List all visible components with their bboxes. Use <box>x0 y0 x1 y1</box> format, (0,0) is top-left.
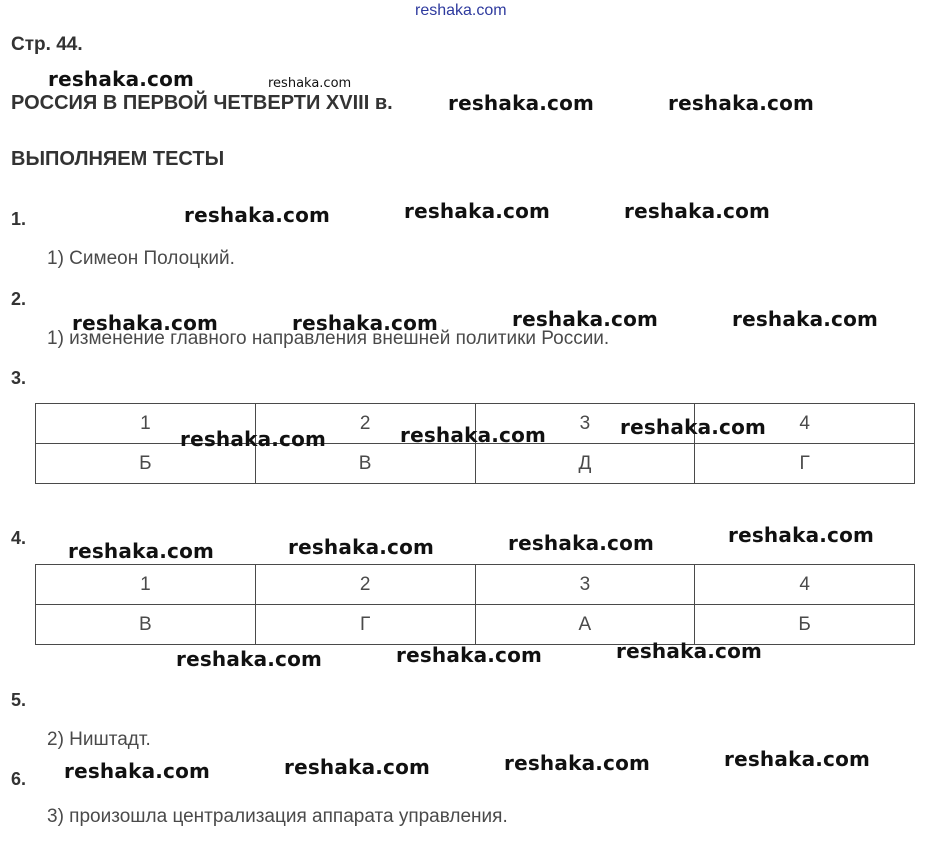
table-row <box>36 605 915 645</box>
question-2-answer: 1) изменение главного направления внешней политики России. <box>47 328 610 349</box>
page-title: РОССИЯ В ПЕРВОЙ ЧЕТВЕРТИ XVIII в. <box>11 92 393 114</box>
watermark: reshaka.com <box>404 199 551 223</box>
table-row <box>36 444 915 484</box>
table-header-row <box>36 565 915 605</box>
table-cell: Б <box>695 605 915 645</box>
watermark: reshaka.com <box>268 76 352 91</box>
watermark: reshaka.com <box>180 427 327 451</box>
watermark: reshaka.com <box>508 531 655 555</box>
question-5-answer: 2) Ништадт. <box>47 729 151 750</box>
watermark: reshaka.com <box>68 539 215 563</box>
question-4-number: 4. <box>11 528 27 548</box>
table-cell: 3 <box>475 404 695 444</box>
table-cell: 1 <box>36 565 256 605</box>
question-6-answer: 3) произошла централизация аппарата управления. <box>47 806 508 827</box>
question-3-number: 3. <box>11 368 27 388</box>
table-cell: 2 <box>255 404 475 444</box>
watermark: reshaka.com <box>72 311 219 335</box>
watermark: reshaka.com <box>620 415 767 439</box>
table-cell: В <box>255 444 475 484</box>
question-1-number: 1. <box>11 209 27 229</box>
section-subtitle: ВЫПОЛНЯЕМ ТЕСТЫ <box>11 148 225 170</box>
table-cell: В <box>36 605 256 645</box>
watermark: reshaka.com <box>400 423 547 447</box>
question-2-number: 2. <box>11 289 27 309</box>
answer-table-4 <box>35 564 915 645</box>
watermark: reshaka.com <box>624 199 771 223</box>
page-reference: Стр. 44. <box>11 34 83 55</box>
watermark: reshaka.com <box>48 67 195 91</box>
table-cell: 4 <box>695 565 915 605</box>
table-cell: Г <box>695 444 915 484</box>
watermark: reshaka.com <box>668 91 815 115</box>
watermark: reshaka.com <box>724 747 871 771</box>
watermark: reshaka.com <box>288 535 435 559</box>
table-cell: Д <box>475 444 695 484</box>
watermark: reshaka.com <box>504 751 651 775</box>
table-cell: Б <box>36 444 256 484</box>
watermark: reshaka.com <box>396 643 543 667</box>
table-cell: 3 <box>475 565 695 605</box>
watermark: reshaka.com <box>448 91 595 115</box>
watermark: reshaka.com <box>512 307 659 331</box>
table-cell: Г <box>255 605 475 645</box>
watermark: reshaka.com <box>616 639 763 663</box>
question-6-number: 6. <box>11 769 27 789</box>
table-cell: 4 <box>695 404 915 444</box>
watermark: reshaka.com <box>64 759 211 783</box>
table-cell: А <box>475 605 695 645</box>
watermark: reshaka.com <box>732 307 879 331</box>
question-5-number: 5. <box>11 690 27 710</box>
table-cell: 1 <box>36 404 256 444</box>
watermark: reshaka.com <box>728 523 875 547</box>
top-watermark: reshaka.com <box>415 2 507 19</box>
table-cell: 2 <box>255 565 475 605</box>
watermark: reshaka.com <box>284 755 431 779</box>
watermark: reshaka.com <box>184 203 331 227</box>
watermark: reshaka.com <box>292 311 439 335</box>
watermark: reshaka.com <box>176 647 323 671</box>
question-1-answer: 1) Симеон Полоцкий. <box>47 248 235 269</box>
